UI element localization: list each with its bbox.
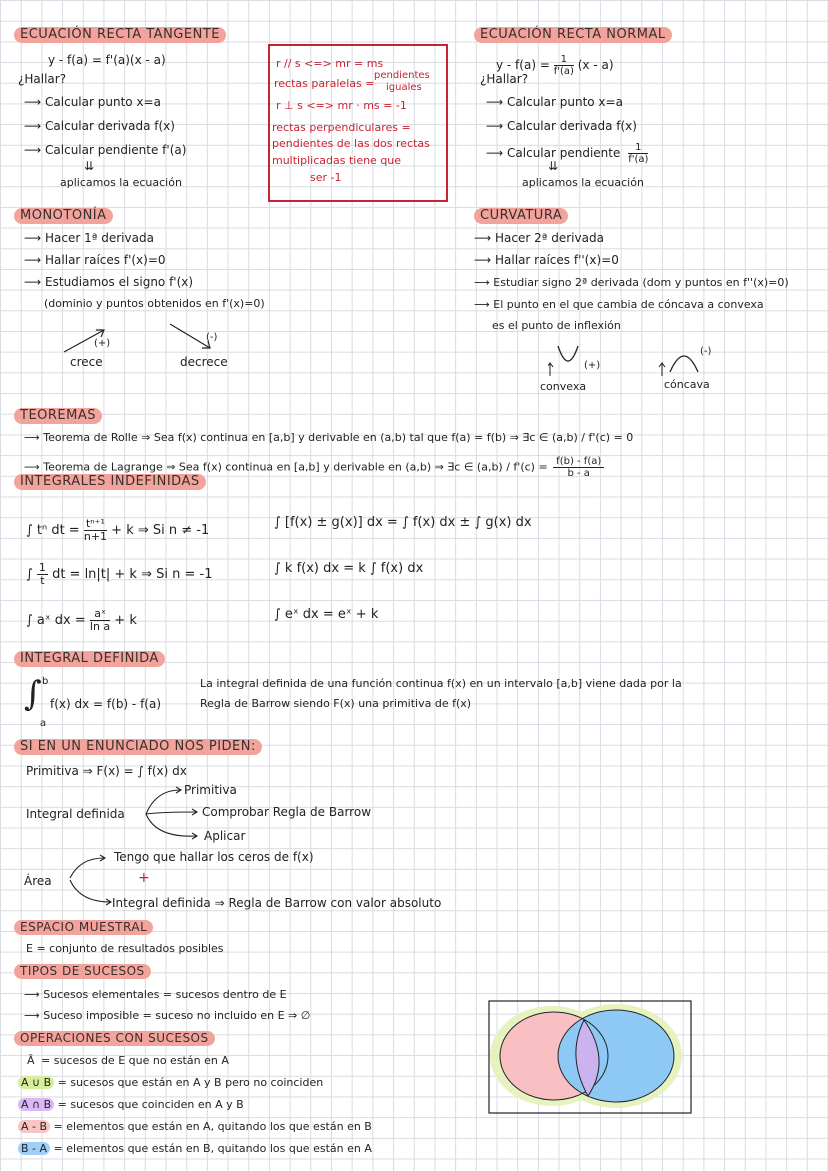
espacio-def: E = conjunto de resultados posibles xyxy=(26,942,224,955)
definida-text-2: Regla de Barrow siendo F(x) una primitiva de f(x) xyxy=(200,697,472,710)
enunciado-area-opt-2: Integral definida ⇒ Regla de Barrow con valor absoluto xyxy=(112,896,442,910)
normal-formula: y - f(a) = $\frac{1}{f'(a)}$ (x - a) xyxy=(496,54,614,77)
monotonia-minus: (-) xyxy=(206,332,218,343)
tipos-item-1: ⟶ Sucesos elementales = sucesos dentro de E xyxy=(24,988,287,1001)
monotonia-note: (dominio y puntos obtenidos en f'(x)=0) xyxy=(44,297,265,310)
definida-formula: f(x) dx = f(b) - f(a) xyxy=(50,697,162,711)
enunciado-int-opt-2: Comprobar Regla de Barrow xyxy=(202,805,372,819)
enunciado-int-opt-3: Aplicar xyxy=(204,829,246,843)
tangente-formula: y - f(a) = f'(a)(x - a) xyxy=(48,53,166,67)
espacio-title: ESPACIO MUESTRAL xyxy=(14,920,153,935)
normal-step-2: ⟶ Calcular derivada f(x) xyxy=(486,119,637,133)
indef-formula-1: ∫ tⁿ dt = $\frac{\text{tⁿ⁺¹}}{n+1}$ + k ⇒ Si n ≠ -1 xyxy=(26,517,210,544)
tangente-step-3: ⟶ Calcular pendiente f'(a) xyxy=(24,143,187,157)
indef-formula-2: ∫ $\frac{1}{t}$ dt = ln|t| + k ⇒ Si n = -1 xyxy=(26,561,213,588)
monotonia-crece: crece xyxy=(70,355,103,369)
monotonia-decrece: decrece xyxy=(180,355,228,369)
curvatura-plus: (+) xyxy=(584,360,601,371)
box-line-2c: iguales xyxy=(386,82,422,93)
normal-apply: aplicamos la ecuación xyxy=(522,176,644,189)
box-line-1: r // s <=> mr = ms xyxy=(276,57,384,70)
definida-integral-sign: ∫ xyxy=(24,674,42,714)
tangente-title: ECUACIÓN RECTA TANGENTE xyxy=(14,27,226,43)
tangente-arrow: ⇊ xyxy=(84,159,95,173)
teorema-lagrange: ⟶ Teorema de Lagrange ⇒ Sea f(x) continua en [a,b] y derivable en (a,b) ⇒ ∃c ∈ (a,b) / f'(c) = $\frac{f(b) - f(a)}{b - a}$ xyxy=(24,456,604,479)
operacion-b-menos-a: B - A = elementos que están en B, quitando los que están en A xyxy=(18,1143,372,1155)
enunciado-integral: Integral definida xyxy=(26,807,125,821)
normal-step-3: ⟶ Calcular pendiente $\frac{1}{f'(a)}$ xyxy=(486,142,649,165)
definida-text-1: La integral definida de una función continua f(x) en un intervalo [a,b] viene dada por la xyxy=(200,677,682,690)
box-line-7: ser -1 xyxy=(310,171,342,184)
indef-formula-5: ∫ k f(x) dx = k ∫ f(x) dx xyxy=(274,561,424,576)
indefinidas-title: INTEGRALES INDEFINIDAS xyxy=(14,474,206,490)
teorema-rolle: ⟶ Teorema de Rolle ⇒ Sea f(x) continua en [a,b] y derivable en (a,b) tal que f(a) = f(b) ⇒ ∃c ∈ (a,b) / f'(c) = 0 xyxy=(24,431,634,444)
tangente-question: ¿Hallar? xyxy=(18,72,67,86)
operacion-complemento: Ā = sucesos de E que no están en A xyxy=(27,1054,229,1067)
monotonia-plus: (+) xyxy=(94,338,111,349)
indef-formula-4: ∫ [f(x) ± g(x)] dx = ∫ f(x) dx ± ∫ g(x) dx xyxy=(274,515,532,530)
indef-formula-6: ∫ eˣ dx = eˣ + k xyxy=(274,607,379,622)
normal-title: ECUACIÓN RECTA NORMAL xyxy=(474,27,672,43)
curvatura-step-2: ⟶ Hallar raíces f''(x)=0 xyxy=(474,253,619,267)
indef-formula-3: ∫ aˣ dx = $\frac{\text{aˣ}}{\text{ln a}}$ + k xyxy=(26,607,137,634)
curvatura-step-1: ⟶ Hacer 2ª derivada xyxy=(474,231,604,245)
operaciones-title: OPERACIONES CON SUCESOS xyxy=(14,1031,215,1046)
box-line-5: pendientes de las dos rectas xyxy=(272,137,430,150)
tangente-step-2: ⟶ Calcular derivada f(x) xyxy=(24,119,175,133)
operacion-interseccion: A ∩ B = sucesos que coinciden en A y B xyxy=(18,1099,244,1111)
tipos-title: TIPOS DE SUCESOS xyxy=(14,964,151,979)
enunciado-primitiva: Primitiva ⇒ F(x) = ∫ f(x) dx xyxy=(26,764,187,778)
enunciado-plus: + xyxy=(138,870,150,886)
tipos-item-2: ⟶ Suceso imposible = suceso no incluido en E ⇒ ∅ xyxy=(24,1009,311,1022)
enunciado-area-arrows xyxy=(66,852,116,906)
tangente-step-1: ⟶ Calcular punto x=a xyxy=(24,95,161,109)
definida-title: INTEGRAL DEFINIDA xyxy=(14,651,165,667)
definida-upper: b xyxy=(42,676,49,687)
curvatura-concava: cóncava xyxy=(664,378,710,391)
curvatura-minus: (-) xyxy=(700,346,712,357)
tangente-apply: aplicamos la ecuación xyxy=(60,176,182,189)
curvatura-step-3: ⟶ Estudiar signo 2ª derivada (dom y puntos en f''(x)=0) xyxy=(474,276,789,289)
box-line-2b: pendientes xyxy=(374,70,430,81)
enunciado-int-opt-1: Primitiva xyxy=(184,783,237,797)
operacion-a-menos-b: A - B = elementos que están en A, quitando los que están en B xyxy=(18,1121,372,1133)
curvatura-step-4b: es el punto de inflexión xyxy=(492,319,621,332)
normal-question: ¿Hallar? xyxy=(480,72,529,86)
box-line-3: r ⊥ s <=> mr · ms = -1 xyxy=(276,99,407,112)
box-line-6: multiplicadas tiene que xyxy=(272,154,402,167)
teoremas-title: TEOREMAS xyxy=(14,408,102,424)
monotonia-step-1: ⟶ Hacer 1ª derivada xyxy=(24,231,154,245)
normal-arrow: ⇊ xyxy=(548,159,559,173)
box-line-2: rectas paralelas = xyxy=(274,77,375,90)
enunciado-area: Área xyxy=(24,874,52,888)
normal-step-1: ⟶ Calcular punto x=a xyxy=(486,95,623,109)
venn-diagram xyxy=(488,1000,692,1114)
monotonia-step-3: ⟶ Estudiamos el signo f'(x) xyxy=(24,275,194,289)
operacion-union: A ∪ B = sucesos que están en A y B pero no coinciden xyxy=(18,1077,323,1089)
monotonia-title: MONOTONÍA xyxy=(14,208,113,224)
enunciado-title: SI EN UN ENUNCIADO NOS PIDEN: xyxy=(14,739,262,755)
curvatura-convexa: convexa xyxy=(540,380,587,393)
curvatura-step-4: ⟶ El punto en el que cambia de cóncava a convexa xyxy=(474,298,764,311)
enunciado-area-opt-1: Tengo que hallar los ceros de f(x) xyxy=(114,850,314,864)
box-line-4: rectas perpendiculares = xyxy=(272,121,411,134)
definida-lower: a xyxy=(40,718,47,729)
monotonia-step-2: ⟶ Hallar raíces f'(x)=0 xyxy=(24,253,166,267)
curvatura-title: CURVATURA xyxy=(474,208,568,224)
